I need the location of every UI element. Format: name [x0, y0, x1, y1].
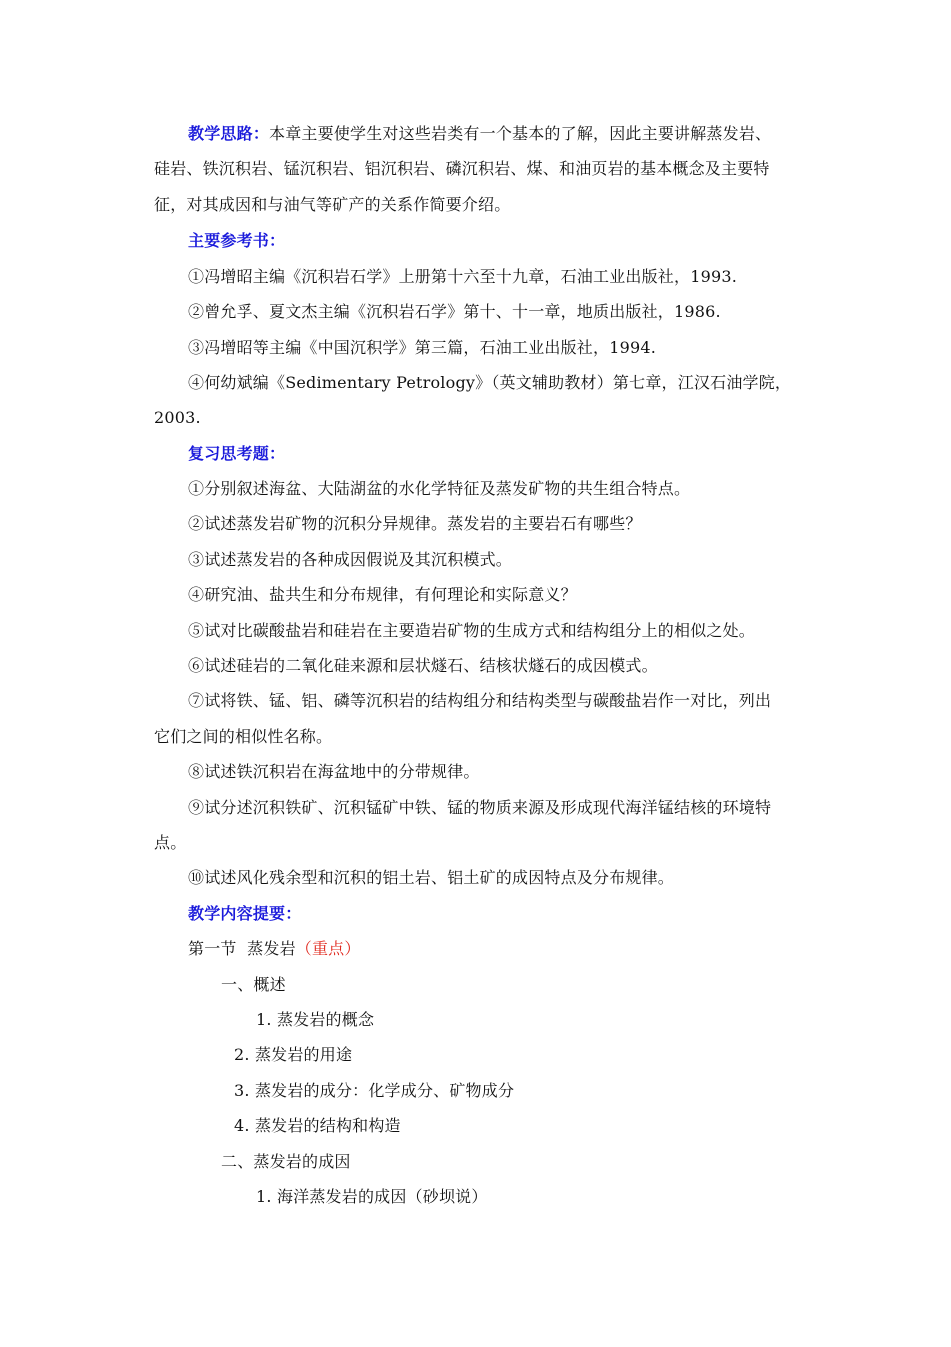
outline-item: 2. 蒸发岩的用途: [234, 1045, 353, 1064]
outline-item: 二、蒸发岩的成因: [221, 1152, 351, 1171]
review-heading-colon: ：: [269, 444, 286, 463]
outline-item: 1. 海洋蒸发岩的成因（砂坝说）: [256, 1187, 488, 1206]
review-question: ⑩试述风化残余型和沉积的铝土岩、铝土矿的成因特点及分布规律。: [188, 868, 675, 887]
review-question: ⑨试分述沉积铁矿、沉积锰矿中铁、锰的物质来源及形成现代海洋锰结核的环境特: [188, 798, 772, 817]
review-question: ⑤试对比碳酸盐岩和硅岩在主要造岩矿物的生成方式和结构组分上的相似之处。: [188, 621, 756, 640]
review-question: ③试述蒸发岩的各种成因假说及其沉积模式。: [188, 550, 513, 569]
section-title: 第一节 蒸发岩: [188, 939, 296, 958]
content-heading-line: [188, 904, 301, 924]
intro-heading: 教学思路: [188, 124, 253, 143]
review-question: ②试述蒸发岩矿物的沉积分异规律。蒸发岩的主要岩石有哪些？: [188, 514, 642, 533]
intro-line-2: 硅岩、铁沉积岩、锰沉积岩、铝沉积岩、磷沉积岩、煤、和油页岩的基本概念及主要特: [154, 159, 770, 178]
intro-text-1: 本章主要使学生对这些岩类有一个基本的了解，因此主要讲解蒸发岩、: [269, 124, 772, 143]
review-question-continued: 点。: [154, 833, 187, 852]
intro-heading-colon: ：: [252, 124, 270, 143]
review-heading-line: [188, 444, 285, 464]
review-question-continued: 它们之间的相似性名称。: [154, 727, 333, 746]
outline-item: 一、概述: [221, 975, 286, 994]
outline-item: 1. 蒸发岩的概念: [256, 1010, 375, 1029]
reference-item-continued: 2003.: [154, 408, 201, 427]
section-key-note: （重点）: [295, 939, 361, 958]
review-question: ⑥试述硅岩的二氧化硅来源和层状燧石、结核状燧石的成因模式。: [188, 656, 658, 675]
content-heading-colon: ：: [285, 904, 302, 923]
review-heading: 复习思考题: [188, 444, 270, 463]
section-title-line: [188, 939, 361, 959]
review-question: ④研究油、盐共生和分布规律，有何理论和实际意义？: [188, 585, 577, 604]
references-heading-line: [188, 231, 285, 251]
references-heading: 主要参考书: [188, 231, 270, 250]
review-question: ⑦试将铁、锰、铝、磷等沉积岩的结构组分和结构类型与碳酸盐岩作一对比，列出: [188, 691, 772, 710]
reference-item: ①冯增昭主编《沉积岩石学》上册第十六至十九章，石油工业出版社，1993.: [188, 267, 738, 286]
references-heading-colon: ：: [269, 231, 286, 250]
reference-item: ③冯增昭等主编《中国沉积学》第三篇，石油工业出版社，1994.: [188, 338, 657, 357]
reference-item: ④何幼斌编《Sedimentary Petrology》（英文辅助教材）第七章，江汉石油学院，: [188, 373, 792, 392]
review-question: ①分别叙述海盆、大陆湖盆的水化学特征及蒸发矿物的共生组合特点。: [188, 479, 691, 498]
intro-line-1: [188, 124, 771, 144]
intro-line-3: 征，对其成因和与油气等矿产的关系作简要介绍。: [154, 195, 511, 214]
outline-item: 4. 蒸发岩的结构和构造: [234, 1116, 401, 1135]
content-heading: 教学内容提要: [188, 904, 286, 923]
outline-item: 3. 蒸发岩的成分：化学成分、矿物成分: [234, 1081, 515, 1100]
reference-item: ②曾允孚、夏文杰主编《沉积岩石学》第十、十一章，地质出版社，1986.: [188, 302, 721, 321]
review-question: ⑧试述铁沉积岩在海盆地中的分带规律。: [188, 762, 480, 781]
